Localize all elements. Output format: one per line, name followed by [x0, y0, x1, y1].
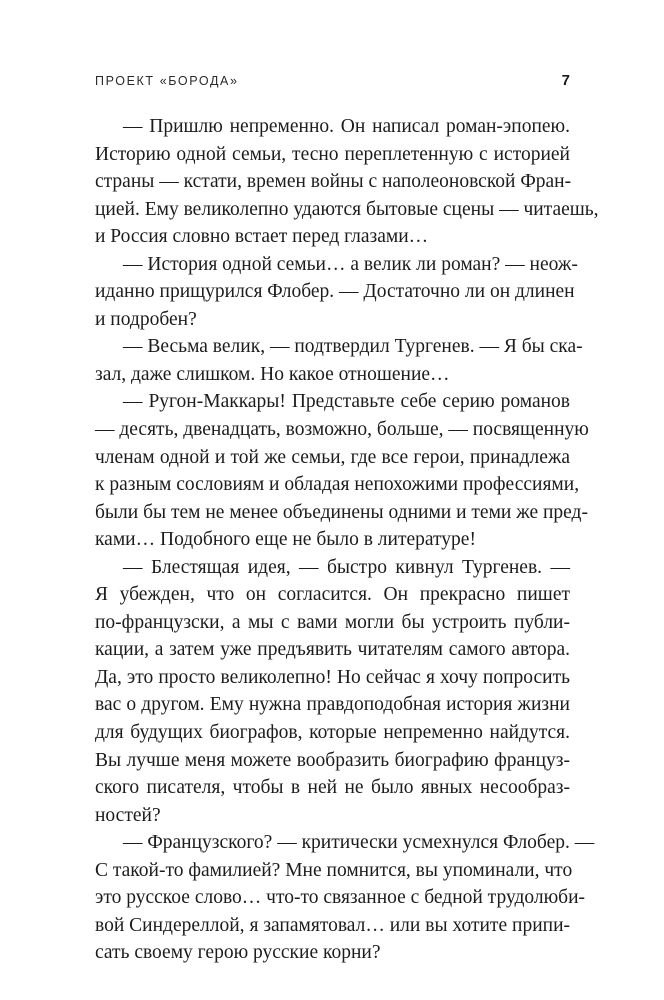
text-line: — Пришлю непременно. Он написал роман-эпопею.	[123, 116, 570, 137]
text-line: С такой-то фамилией? Мне помнится, вы упоминали, что	[95, 859, 573, 881]
text-line: страны — кстати, времен войны с наполеоновской Фран-	[95, 171, 572, 193]
text-line: ностей?	[95, 804, 161, 826]
text-line: иданно прищурился Флобер. — Достаточно ли он длинен	[95, 281, 575, 303]
text-line: к разным сословиям и обладая непохожими профессиями,	[95, 474, 580, 496]
text-line: членам одной и той же семьи, где все герои, принадлежа	[95, 446, 570, 468]
text-line: — Весьма велик, — подтвердил Тургенев. — Я бы ска-	[123, 336, 583, 358]
running-head-title: ПРОЕКТ «БОРОДА»	[95, 74, 239, 88]
text-line: — десять, двенадцать, возможно, больше, — посвященную	[95, 419, 589, 441]
text-line: ского писателя, чтобы в ней не было явных несообраз-	[95, 777, 570, 799]
text-line: — Блестящая идея, — быстро кивнул Тургенев. —	[123, 556, 570, 578]
running-head	[95, 74, 570, 94]
text-line: сать своему герою русские корни?	[95, 942, 381, 964]
page-number: 7	[561, 72, 570, 89]
text-line: — Французского? — критически усмехнулся Флобер. —	[123, 832, 595, 854]
text-line: были бы тем не менее объединены одними и теми же пред-	[95, 501, 588, 523]
text-line: по-французски, а мы с вами могли бы устроить публи-	[95, 611, 570, 633]
text-line: Вы лучше меня можете вообразить биографию француз-	[95, 749, 570, 771]
text-line: — История одной семьи… а велик ли роман? — неож-	[123, 253, 578, 275]
text-line: вас о другом. Ему нужна правдоподобная история жизни	[95, 694, 570, 716]
text-line: кации, а затем уже предъявить читателям самого автора.	[95, 639, 570, 661]
text-line: цией. Ему великолепно удаются бытовые сцены — читаешь,	[95, 198, 599, 220]
text-line: Я убежден, что он согласится. Он прекрасно пишет	[95, 584, 570, 606]
text-line: Историю одной семьи, тесно переплетенную с историей	[95, 143, 570, 165]
text-line: ками… Подобного еще не было в литературе!	[95, 529, 476, 551]
text-line: Да, это просто великолепно! Но сейчас я хочу попросить	[95, 666, 570, 688]
text-line: для будущих биографов, которые непременно найдутся.	[95, 722, 570, 744]
text-line: вой Синдереллой, я запамятовал… или вы хотите припи-	[95, 914, 570, 936]
text-line: зал, даже слишком. Но какое отношение…	[95, 363, 450, 385]
text-line: и подробен?	[95, 308, 197, 330]
text-line: это русское слово… что-то связанное с бедной трудолюби-	[95, 887, 586, 909]
body-text	[95, 113, 599, 967]
text-line: — Ругон-Маккары! Представьте себе серию романов	[123, 391, 570, 413]
text-line: и Россия словно встает перед глазами…	[95, 226, 429, 248]
